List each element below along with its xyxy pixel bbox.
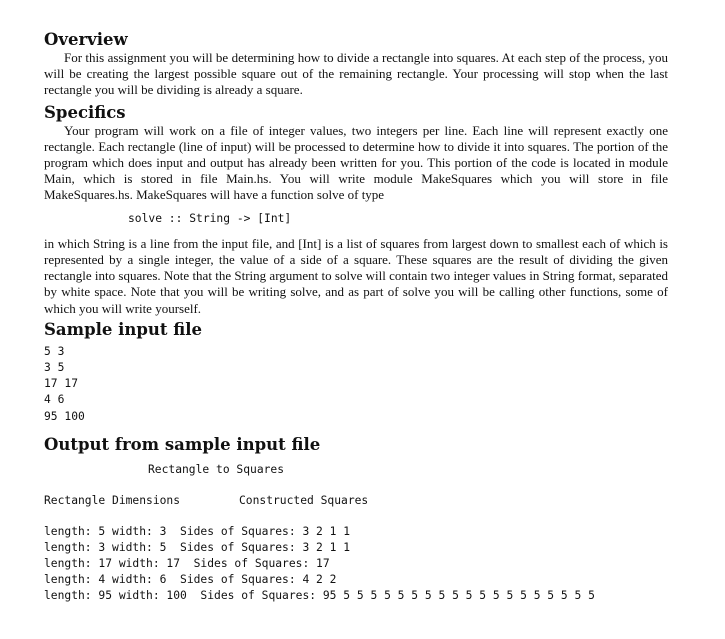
specifics-paragraph-1: Your program will work on a file of integer values, two integers per line. Each line will represent exactly one rectangle. Each rectangle (line of input) will be processed to determine how to divide it into squares. The portion of the program which does input and output has already been written for you. This portion of the code is located in module Main, which is stored in file Main.hs. You will write module MakeSquares which you will store in file MakeSquares.hs. MakeSquares will have a function solve of type — [44, 122, 668, 203]
input-line: 3 5 — [44, 361, 65, 375]
specifics-paragraph-2: in which String is a line from the input file, and [Int] is a list of squares from largest down to smallest each of which is represented by a single integer, the value of a side of a square. These squares are the result of dividing the given rectangle into squares. Note that the String argument to solve will contain two integer values in String format, separated by white space. Note that you will be writing solve, and as part of solve you will be calling other functions, some of which you will write yourself. — [44, 235, 668, 316]
column-header-squares: Constructed Squares — [239, 494, 369, 508]
output-rows — [44, 524, 668, 604]
output-row: length: 95 width: 100 Sides of Squares: 95 5 5 5 5 5 5 5 5 5 5 5 5 5 5 5 5 5 5 5 — [44, 589, 595, 603]
sample-input-lines — [44, 344, 668, 425]
output-row: length: 17 width: 17 Sides of Squares: 17 — [44, 557, 330, 571]
overview-section — [44, 30, 668, 99]
input-line: 5 3 — [44, 344, 65, 358]
input-line: 4 6 — [44, 393, 65, 407]
output-row: length: 5 width: 3 Sides of Squares: 3 2 1 1 — [44, 525, 351, 539]
output-column-headers — [44, 493, 668, 509]
sample-input-section — [44, 320, 668, 425]
output-row: length: 4 width: 6 Sides of Squares: 4 2 2 — [44, 573, 337, 587]
solve-signature: solve :: String -> [Int] — [128, 211, 292, 225]
overview-paragraph: For this assignment you will be determining how to divide a rectangle into squares. At each step of the process, you will be creating the largest possible square out of the remaining rectangle. Your processing will stop when the last rectangle you will be dividing is already a square. — [44, 50, 668, 98]
input-line: 17 17 — [44, 377, 79, 391]
sample-output-heading: Output from sample input file — [44, 434, 321, 454]
specifics-heading: Specifics — [44, 102, 126, 122]
overview-heading: Overview — [44, 30, 128, 49]
output-title: Rectangle to Squares — [148, 462, 285, 476]
input-line: 95 100 — [44, 409, 85, 423]
document — [44, 30, 668, 604]
sample-input-heading: Sample input file — [44, 319, 203, 339]
specifics-section — [44, 103, 668, 317]
column-header-dimensions: Rectangle Dimensions — [44, 494, 181, 508]
sample-output-section — [44, 435, 668, 604]
output-row: length: 3 width: 5 Sides of Squares: 3 2 1 1 — [44, 541, 351, 555]
